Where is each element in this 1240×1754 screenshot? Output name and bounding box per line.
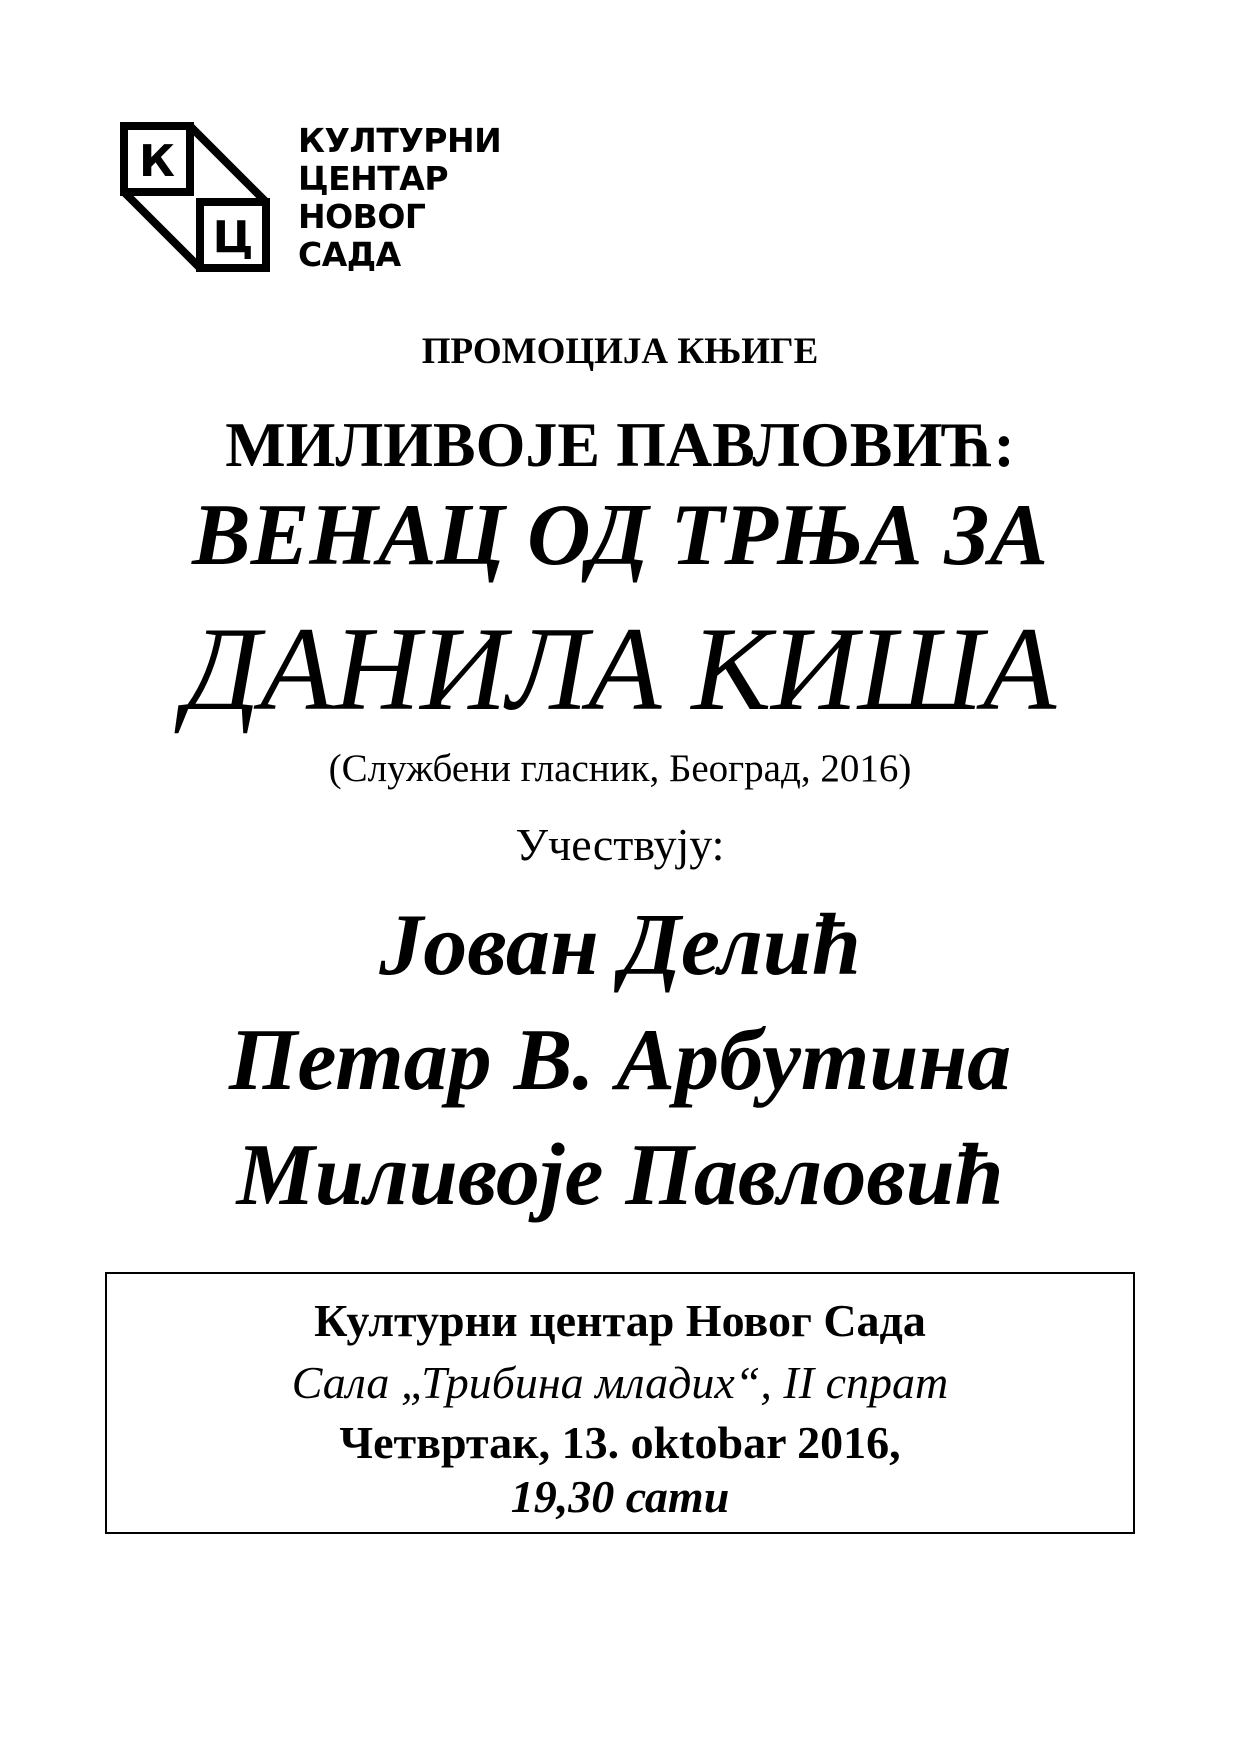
- book-title-line-2: ДАНИЛА КИША: [183, 602, 1057, 735]
- logo-wordmark: [298, 122, 501, 274]
- logo-line-3: НОВОГ: [298, 197, 426, 236]
- venue-hall: Сала „Трибина младих“, II спрат: [291, 1357, 949, 1408]
- event-time: 19,30 сати: [510, 1471, 730, 1522]
- venue-name: Културни центар Новог Сада: [314, 1295, 926, 1346]
- kc-logo-mark-icon: [120, 122, 270, 272]
- logo-line-2: ЦЕНТАР: [298, 159, 449, 198]
- venue-info-box: [105, 1272, 1135, 1534]
- event-type-heading: ПРОМОЦИЈА КЊИГЕ: [421, 331, 819, 372]
- publisher-info: (Службени гласник, Београд, 2016): [328, 747, 912, 790]
- participant-name: Јован Делић: [379, 897, 861, 994]
- participant-name: Миливоје Павловић: [236, 1127, 1004, 1224]
- logo-letter-k: К: [139, 136, 175, 187]
- participants-heading: Учествују:: [515, 819, 725, 870]
- event-date: Четвртак, 13. oktobar 2016,: [339, 1417, 901, 1468]
- logo-line-4: САДА: [298, 235, 401, 274]
- logo-line-1: КУЛТУРНИ: [298, 121, 502, 160]
- participant-name: Петар В. Арбутина: [228, 1012, 1012, 1109]
- book-author: МИЛИВОЈЕ ПАВЛОВИЋ:: [225, 409, 1015, 480]
- book-title-line-1: ВЕНАЦ ОД ТРЊА ЗА: [191, 487, 1049, 584]
- logo-letter-ts: Ц: [212, 212, 254, 263]
- cultural-center-logo: [120, 122, 540, 272]
